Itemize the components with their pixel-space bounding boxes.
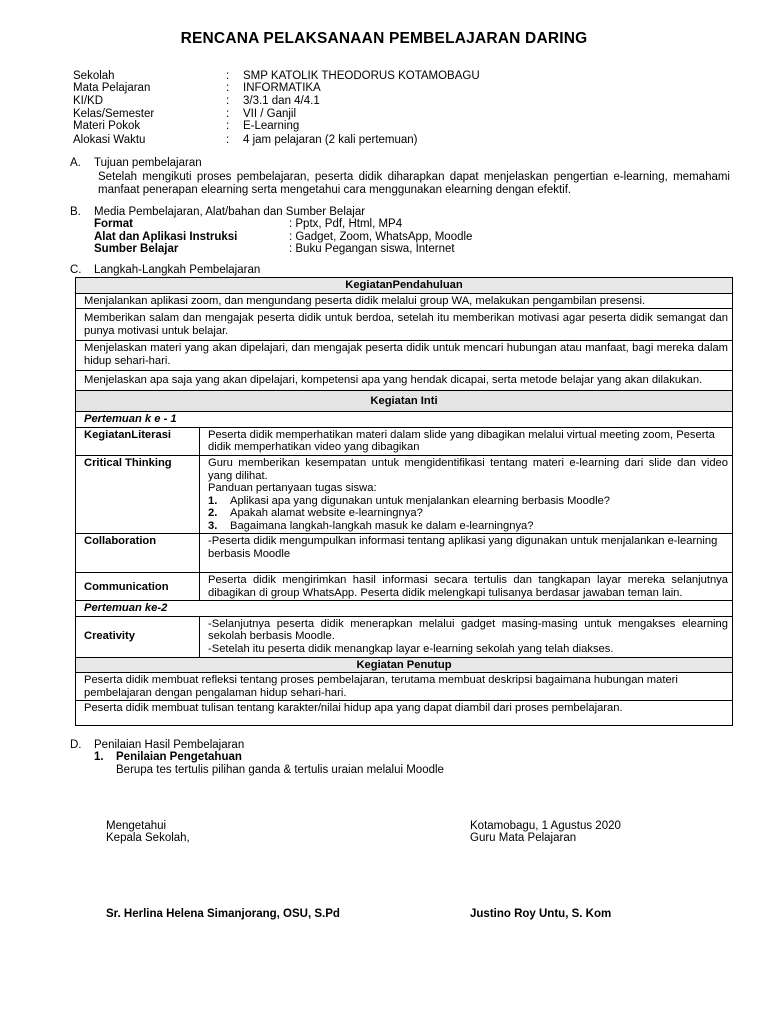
media-label: Format [94, 218, 133, 230]
table-row [76, 427, 733, 455]
table-row [76, 341, 733, 371]
identity-sep: : [226, 70, 230, 82]
panduan-text: Panduan pertanyaan tugas siswa: [208, 482, 377, 495]
communication-label: Communication [76, 573, 200, 601]
identity-value: VII / Ganjil [243, 108, 297, 120]
signature-right-line1: Kotamobagu, 1 Agustus 2020 [470, 820, 621, 832]
media-value: : Pptx, Pdf, Html, MP4 [289, 218, 403, 230]
table-row [76, 412, 733, 428]
question-text: Aplikasi apa yang digunakan untuk menjalankan elearning berbasis Moodle? [230, 494, 611, 507]
penilaian-text: Berupa tes tertulis pilihan ganda & tertulis uraian melalui Moodle [116, 764, 444, 776]
section-title: Langkah-Langkah Pembelajaran [94, 264, 261, 276]
identity-sep: : [226, 82, 230, 94]
identity-label: Mata Pelajaran [73, 82, 151, 94]
table-row [76, 573, 733, 601]
question-text: Bagaimana langkah-langkah masuk ke dalam e-learningnya? [230, 519, 534, 532]
identity-sep: : [226, 108, 230, 120]
identity-sep: : [226, 120, 230, 132]
table-row [76, 390, 733, 412]
identity-value: E-Learning [243, 120, 300, 132]
identity-value: INFORMATIKA [243, 82, 321, 94]
identity-value: 3/3.1 dan 4/4.1 [243, 95, 320, 107]
pendahuluan-step: Menjelaskan materi yang akan dipelajari, dan mengajak peserta didik untuk mencari hubungan atau manfaat, bagi mereka dalam hidup sehari-hari. [76, 341, 733, 371]
question-text: Apakah alamat website e-learningnya? [230, 507, 423, 520]
penutup-header: Kegiatan Penutup [76, 657, 733, 673]
section-title: Penilaian Hasil Pembelajaran [94, 739, 245, 751]
literasi-label: KegiatanLiterasi [76, 427, 200, 455]
communication-text: Peserta didik mengirimkan hasil informasi secara tertulis dan tangkapan layar mereka selanjutnya dibagikan di group WhatsApp. Peserta didik melengkapi tulisanya berdasar jawaban teman lain. [200, 573, 733, 601]
penutup-step: Peserta didik membuat refleksi tentang proses pembelajaran, terutama membuat deskripsi bagaimana hubungan materi pembelajaran dengan pengalaman hidup sehari-hari. [76, 673, 733, 701]
pendahuluan-header: KegiatanPendahuluan [76, 278, 733, 294]
document-title: RENCANA PELAKSANAAN PEMBELAJARAN DARING [180, 30, 588, 47]
question-number: 2. [208, 507, 218, 520]
inti-header: Kegiatan Inti [76, 390, 733, 412]
table-row [76, 371, 733, 391]
creativity-cell [200, 616, 733, 657]
table-row [76, 309, 733, 341]
identity-sep: : [226, 134, 230, 146]
identity-label: Materi Pokok [73, 120, 141, 132]
creativity-text-2: -Setelah itu peserta didik menangkap layar e-learning sekolah yang telah diakses. [208, 643, 614, 656]
table-row [76, 456, 733, 534]
penilaian-number: 1. [94, 751, 104, 763]
identity-label: Alokasi Waktu [73, 134, 146, 146]
learning-steps-table [75, 277, 733, 726]
section-letter: A. [70, 157, 81, 169]
identity-value: 4 jam pelajaran (2 kali pertemuan) [243, 134, 418, 146]
penilaian-title: Penilaian Pengetahuan [116, 751, 242, 763]
section-a-text: Setelah mengikuti proses pembelajaran, peserta didik diharapkan dapat menjelaskan pengertian e-learning, memahami manfaat penerapan elearning serta mengetahui cara menggunakan elearning dengan efektif. [98, 171, 730, 196]
collaboration-label: Collaboration [76, 534, 200, 573]
pertemuan-2-label: Pertemuan ke-2 [76, 601, 733, 617]
signature-right-line2: Guru Mata Pelajaran [470, 832, 577, 844]
pertemuan-1-label: Pertemuan k e - 1 [76, 412, 733, 428]
signature-left-line2: Kepala Sekolah, [106, 832, 190, 844]
identity-label: Sekolah [73, 70, 115, 82]
identity-value: SMP KATOLIK THEODORUS KOTAMOBAGU [243, 70, 480, 82]
signature-left-line1: Mengetahui [106, 820, 167, 832]
media-label: Alat dan Aplikasi Instruksi [94, 231, 238, 243]
table-row [76, 673, 733, 701]
list-item [208, 495, 728, 508]
table-row [76, 657, 733, 673]
media-label: Sumber Belajar [94, 243, 179, 255]
question-list [208, 495, 728, 533]
pendahuluan-step: Menjelaskan apa saja yang akan dipelajari, kompetensi apa yang hendak dicapai, serta metode belajar yang akan dilakukan. [76, 371, 733, 391]
list-item [208, 520, 728, 533]
identity-sep: : [226, 95, 230, 107]
identity-label: KI/KD [73, 95, 104, 107]
question-number: 1. [208, 494, 218, 507]
table-row [76, 278, 733, 294]
teacher-name: Justino Roy Untu, S. Kom [470, 908, 612, 920]
list-item [208, 507, 728, 520]
literasi-text: Peserta didik memperhatikan materi dalam slide yang dibagikan melalui virtual meeting zoom, Peserta didik memperhatikan video yang dibagikan [200, 427, 733, 455]
penilaian-item [94, 751, 242, 764]
table-row [76, 616, 733, 657]
question-number: 3. [208, 519, 218, 532]
identity-label: Kelas/Semester [73, 108, 155, 120]
table-row [76, 601, 733, 617]
pendahuluan-step: Menjalankan aplikasi zoom, dan mengundang peserta didik melalui group WA, melakukan pengambilan presensi. [76, 293, 733, 309]
table-row [76, 534, 733, 573]
pendahuluan-step: Memberikan salam dan mengajak peserta didik untuk berdoa, setelah itu memberikan motivasi agar peserta didik semangat dan punya motivasi untuk belajar. [76, 309, 733, 341]
creativity-text-1: -Selanjutnya peserta didik menerapkan melalui gadget masing-masing untuk mengakses elearning sekolah berbasis Moodle. [208, 617, 728, 643]
table-row [76, 701, 733, 726]
penutup-step: Peserta didik membuat tulisan tentang karakter/nilai hidup apa yang dapat diambil dari proses pembelajaran. [76, 701, 733, 726]
media-value: : Gadget, Zoom, WhatsApp, Moodle [289, 231, 473, 243]
section-title: Tujuan pembelajaran [94, 157, 202, 169]
section-letter: C. [70, 264, 82, 276]
section-letter: D. [70, 739, 82, 751]
collaboration-text: -Peserta didik mengumpulkan informasi tentang aplikasi yang digunakan untuk menjalankan e-learning berbasis Moodle [200, 534, 733, 573]
headmaster-name: Sr. Herlina Helena Simanjorang, OSU, S.Pd [106, 908, 340, 920]
creativity-label: Creativity [76, 616, 200, 657]
section-letter: B. [70, 206, 81, 218]
critical-thinking-text: Guru memberikan kesempatan untuk mengidentifikasi tentang materi e-learning dari slide dan video yang dilihat. [208, 457, 728, 482]
critical-thinking-label: Critical Thinking [76, 456, 200, 534]
media-value: : Buku Pegangan siswa, Internet [289, 243, 455, 255]
section-title: Media Pembelajaran, Alat/bahan dan Sumber Belajar [94, 206, 366, 218]
critical-thinking-cell [200, 456, 733, 534]
table-row [76, 293, 733, 309]
